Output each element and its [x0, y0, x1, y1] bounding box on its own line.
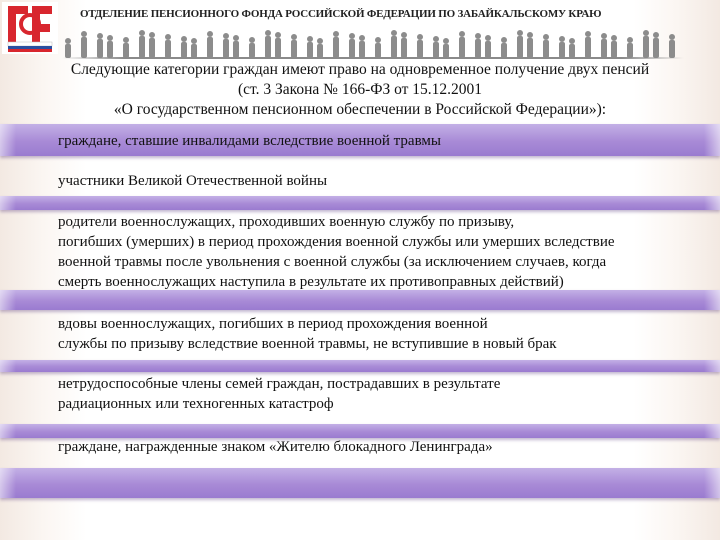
crowd-figure-head	[443, 38, 449, 44]
crowd-figure-head	[265, 30, 271, 36]
crowd-figure-body	[433, 42, 439, 58]
crowd-figure-body	[139, 36, 145, 58]
crowd-figure-head	[223, 33, 229, 39]
crowd-figure-body	[517, 36, 523, 58]
crowd-figure-head	[107, 35, 113, 41]
crowd-figure-body	[223, 39, 229, 58]
crowd-figure-body	[375, 43, 381, 58]
crowd-figure-body	[391, 36, 397, 58]
crowd-figure-body	[669, 40, 675, 58]
crowd-figure-head	[653, 32, 659, 38]
crowd-figure-head	[501, 37, 507, 43]
crowd-figure-head	[359, 35, 365, 41]
crowd-figure-body	[107, 41, 113, 58]
crowd-figure-head	[291, 34, 297, 40]
list-item: граждане, ставшие инвалидами вследствие военной травмы	[58, 133, 441, 149]
crowd-figure-body	[123, 43, 129, 58]
crowd-figure-body	[417, 40, 423, 58]
crowd-figure-body	[307, 42, 313, 58]
crowd-figure-body	[459, 37, 465, 58]
crowd-figure-body	[65, 44, 71, 58]
crowd-figure-head	[149, 32, 155, 38]
crowd-figure-body	[81, 37, 87, 58]
crowd-figure-body	[333, 37, 339, 58]
crowd-figure-body	[359, 41, 365, 58]
crowd-figure-head	[459, 31, 465, 37]
crowd-figure-body	[191, 44, 197, 58]
crowd-figure-head	[233, 35, 239, 41]
list-band	[0, 424, 720, 438]
crowd-figure-head	[317, 38, 323, 44]
list-band	[0, 468, 720, 498]
crowd-figure-body	[601, 39, 607, 58]
crowd-figure-head	[391, 30, 397, 36]
header-divider	[62, 57, 684, 59]
crowd-figure-head	[333, 31, 339, 37]
crowd-figure-body	[559, 42, 565, 58]
crowd-figure-body	[627, 43, 633, 58]
crowd-figure-head	[275, 32, 281, 38]
crowd-figure-head	[601, 33, 607, 39]
crowd-figure-body	[401, 38, 407, 58]
header-title: ОТДЕЛЕНИЕ ПЕНСИОННОГО ФОНДА РОССИЙСКОЙ ФЕДЕРАЦИИ ПО ЗАБАЙКАЛЬСКОМУ КРАЮ	[80, 8, 602, 20]
crowd-figure-head	[375, 37, 381, 43]
crowd-figure-head	[611, 35, 617, 41]
crowd-figure-body	[181, 42, 187, 58]
crowd-figure-head	[559, 36, 565, 42]
intro-line-2: (ст. 3 Закона № 166-ФЗ от 15.12.2001	[237, 81, 483, 98]
crowd-figure-body	[97, 39, 103, 58]
crowd-figure-body	[275, 38, 281, 58]
crowd-figure-head	[475, 33, 481, 39]
crowd-silhouettes-decoration	[62, 24, 682, 58]
crowd-figure-body	[569, 44, 575, 58]
crowd-figure-head	[307, 36, 313, 42]
crowd-figure-head	[569, 38, 575, 44]
crowd-figure-head	[527, 32, 533, 38]
crowd-figure-head	[643, 30, 649, 36]
crowd-figure-body	[291, 40, 297, 58]
crowd-figure-body	[165, 40, 171, 58]
crowd-figure-body	[527, 38, 533, 58]
crowd-figure-body	[265, 36, 271, 58]
crowd-figure-body	[643, 36, 649, 58]
crowd-figure-head	[669, 34, 675, 40]
crowd-figure-head	[65, 38, 71, 44]
crowd-figure-body	[233, 41, 239, 58]
crowd-figure-head	[249, 37, 255, 43]
crowd-figure-body	[485, 41, 491, 58]
crowd-figure-body	[249, 43, 255, 58]
crowd-figure-head	[191, 38, 197, 44]
crowd-figure-head	[517, 30, 523, 36]
crowd-figure-head	[433, 36, 439, 42]
crowd-figure-body	[317, 44, 323, 58]
crowd-figure-head	[123, 37, 129, 43]
crowd-figure-body	[207, 37, 213, 58]
crowd-figure-head	[139, 30, 145, 36]
crowd-figure-body	[501, 43, 507, 58]
crowd-figure-body	[149, 38, 155, 58]
list-item: вдовы военнослужащих, погибших в период прохождения военной службы по призыву вследствие военной травмы, не вступившие в новый брак	[58, 316, 557, 352]
crowd-figure-body	[543, 40, 549, 58]
crowd-figure-head	[585, 31, 591, 37]
crowd-figure-head	[627, 37, 633, 43]
crowd-figure-head	[417, 34, 423, 40]
list-item: граждане, награжденные знаком «Жителю блокадного Ленинграда»	[58, 439, 493, 455]
crowd-figure-head	[81, 31, 87, 37]
crowd-figure-body	[653, 38, 659, 58]
crowd-figure-head	[207, 31, 213, 37]
crowd-figure-head	[349, 33, 355, 39]
crowd-figure-head	[401, 32, 407, 38]
crowd-figure-body	[475, 39, 481, 58]
list-item: родители военнослужащих, проходивших военную службу по призыву, погибших (умерших) в период прохождения военной службы или умерших вследствие военной травмы после увольнения с военной службы (за исключением случаев, когда смерть военнослужащих наступила в результате их противоправных действий)	[58, 214, 615, 290]
intro-text	[20, 60, 700, 120]
list-item: участники Великой Отечественной войны	[58, 173, 328, 189]
list-item: нетрудоспособные члены семей граждан, пострадавших в результате радиационных или техногенных катастроф	[58, 376, 501, 412]
crowd-figure-body	[349, 39, 355, 58]
crowd-figure-head	[165, 34, 171, 40]
intro-line-3: «О государственном пенсионном обеспечении в Российской Федерации»):	[113, 101, 607, 118]
pfr-logo	[2, 2, 58, 54]
crowd-figure-head	[97, 33, 103, 39]
intro-line-1: Следующие категории граждан имеют право на одновременное получение двух пенсий	[70, 61, 650, 78]
crowd-figure-body	[585, 37, 591, 58]
list-band	[0, 196, 720, 210]
crowd-figure-body	[443, 44, 449, 58]
crowd-figure-body	[611, 41, 617, 58]
list-band	[0, 360, 720, 372]
crowd-figure-head	[543, 34, 549, 40]
crowd-figure-head	[181, 36, 187, 42]
crowd-figure-head	[485, 35, 491, 41]
list-band	[0, 290, 720, 310]
